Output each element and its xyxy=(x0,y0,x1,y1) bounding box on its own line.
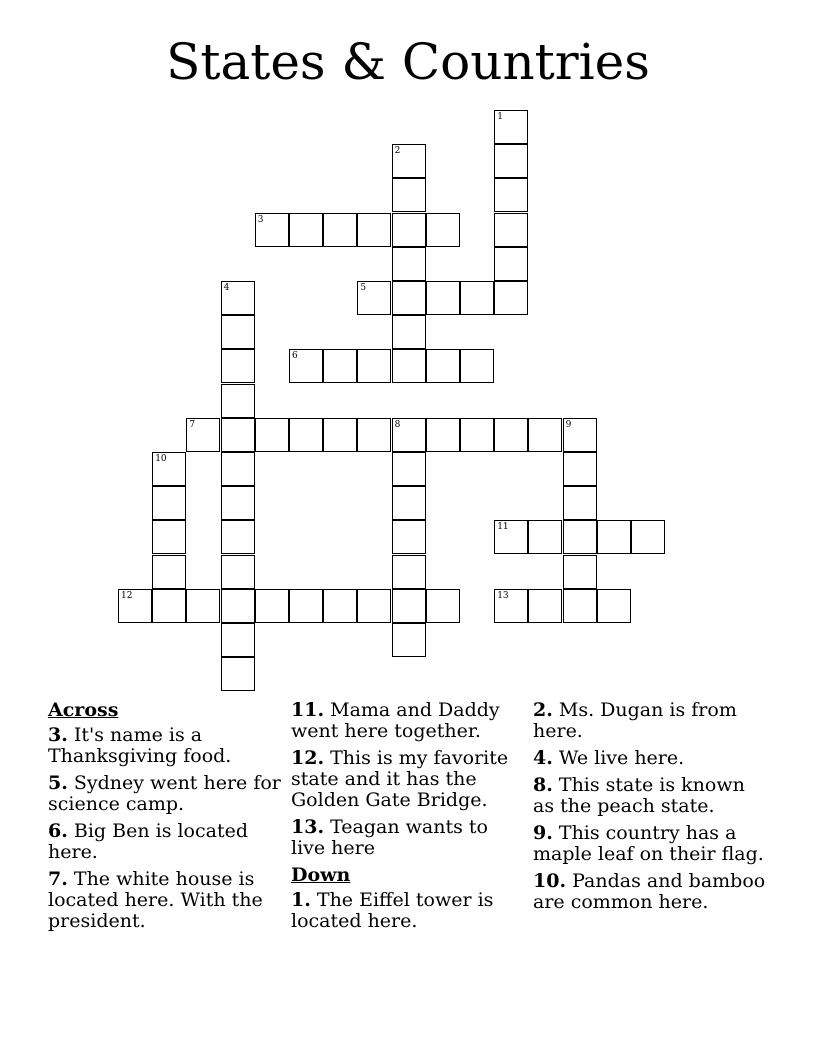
clue-down-9: 9. This country has a maple leaf on their flag. xyxy=(533,822,764,865)
grid-cell[interactable] xyxy=(221,349,255,383)
grid-cell[interactable] xyxy=(392,144,426,178)
clue-number: 11 xyxy=(497,522,509,533)
clue-number: 9 xyxy=(565,419,572,430)
grid-cell[interactable] xyxy=(563,486,597,520)
grid-cell[interactable] xyxy=(152,486,186,520)
across-heading: Across xyxy=(48,699,119,721)
clue-column-3 xyxy=(533,700,769,919)
grid-cell[interactable] xyxy=(392,623,426,657)
grid-cell[interactable] xyxy=(494,281,528,315)
grid-cell[interactable] xyxy=(323,349,357,383)
grid-cell[interactable] xyxy=(186,589,220,623)
grid-cell[interactable] xyxy=(528,520,562,554)
grid-cell[interactable] xyxy=(392,589,426,623)
clue-down-4: 4. We live here. xyxy=(533,747,685,769)
clue-number: 8 xyxy=(394,419,401,430)
grid-cell[interactable] xyxy=(494,520,528,554)
grid-cell[interactable] xyxy=(323,589,357,623)
grid-cell[interactable] xyxy=(494,110,528,144)
grid-cell[interactable] xyxy=(357,213,391,247)
grid-cell[interactable] xyxy=(221,589,255,623)
clue-number: 4 xyxy=(223,283,230,293)
grid-cell[interactable] xyxy=(392,281,426,315)
grid-cell[interactable] xyxy=(426,418,460,452)
grid-cell[interactable] xyxy=(289,418,323,452)
down-heading: Down xyxy=(291,864,351,886)
grid-cell[interactable] xyxy=(152,555,186,589)
grid-cell[interactable] xyxy=(221,486,255,520)
grid-cell[interactable] xyxy=(221,384,255,418)
grid-cell[interactable] xyxy=(563,520,597,554)
grid-cell[interactable] xyxy=(221,452,255,486)
grid-cell[interactable] xyxy=(563,452,597,486)
puzzle-title: States & Countries xyxy=(166,33,650,91)
clue-number: 3 xyxy=(257,214,264,225)
clue-number: 7 xyxy=(189,419,196,430)
grid-cell[interactable] xyxy=(289,349,323,383)
grid-cell[interactable] xyxy=(357,349,391,383)
grid-cell[interactable] xyxy=(357,418,391,452)
clue-across-12: 12. This is my favorite state and it has the Golden Gate Bridge. xyxy=(291,747,509,811)
clue-down-8: 8. This state is known as the peach state. xyxy=(533,774,745,817)
grid-cell[interactable] xyxy=(392,178,426,212)
grid-cell[interactable] xyxy=(392,452,426,486)
grid-cell[interactable] xyxy=(494,589,528,623)
grid-cell[interactable] xyxy=(528,589,562,623)
grid-cell[interactable] xyxy=(323,418,357,452)
grid-cell[interactable] xyxy=(426,589,460,623)
grid-cell[interactable] xyxy=(597,520,631,554)
grid-cell[interactable] xyxy=(426,213,460,247)
grid-cell[interactable] xyxy=(323,213,357,247)
clue-number: 12 xyxy=(121,590,133,601)
clue-across-7: 7. The white house is located here. With the president. xyxy=(48,868,263,932)
grid-cell[interactable] xyxy=(392,315,426,349)
grid-cell[interactable] xyxy=(221,657,255,691)
grid-cell[interactable] xyxy=(494,418,528,452)
grid-cell[interactable] xyxy=(221,281,255,315)
clue-across-6: 6. Big Ben is located here. xyxy=(48,820,249,863)
grid-cell[interactable] xyxy=(392,213,426,247)
grid-cell[interactable] xyxy=(494,144,528,178)
clue-across-13: 13. Teagan wants to live here xyxy=(291,816,488,859)
grid-cell[interactable] xyxy=(255,589,289,623)
clue-column-1 xyxy=(48,700,284,938)
grid-cell[interactable] xyxy=(152,589,186,623)
grid-cell[interactable] xyxy=(255,213,289,247)
grid-cell[interactable] xyxy=(255,418,289,452)
grid-cell[interactable] xyxy=(597,589,631,623)
grid-cell[interactable] xyxy=(460,349,494,383)
grid-cell[interactable] xyxy=(392,418,426,452)
clue-number: 10 xyxy=(155,454,167,464)
grid-cell[interactable] xyxy=(357,281,391,315)
grid-cell[interactable] xyxy=(357,589,391,623)
clue-across-5: 5. Sydney went here for science camp. xyxy=(48,772,281,815)
grid-cell[interactable] xyxy=(631,520,665,554)
grid-cell[interactable] xyxy=(460,418,494,452)
grid-cell[interactable] xyxy=(563,555,597,589)
clue-number: 5 xyxy=(360,283,367,293)
grid-cell[interactable] xyxy=(289,213,323,247)
clue-number: 13 xyxy=(497,590,509,601)
clue-down-10: 10. Pandas and bamboo are common here. xyxy=(533,870,766,913)
grid-cell[interactable] xyxy=(289,589,323,623)
grid-cell[interactable] xyxy=(221,315,255,349)
clue-number: 2 xyxy=(394,146,401,157)
clue-down-1: 1. The Eiffel tower is located here. xyxy=(291,889,494,932)
grid-cell[interactable] xyxy=(221,418,255,452)
grid-cell[interactable] xyxy=(494,247,528,281)
grid-cell[interactable] xyxy=(186,418,220,452)
grid-cell[interactable] xyxy=(563,418,597,452)
clue-down-2: 2. Ms. Dugan is from here. xyxy=(533,699,737,742)
grid-cell[interactable] xyxy=(392,349,426,383)
clue-across-11: 11. Mama and Daddy went here together. xyxy=(291,699,500,742)
grid-cell[interactable] xyxy=(392,247,426,281)
grid-cell[interactable] xyxy=(221,555,255,589)
grid-cell[interactable] xyxy=(152,520,186,554)
grid-cell[interactable] xyxy=(563,589,597,623)
grid-cell[interactable] xyxy=(392,486,426,520)
clue-column-2 xyxy=(291,700,527,938)
grid-cell[interactable] xyxy=(152,452,186,486)
clue-number: 1 xyxy=(497,112,503,122)
grid-cell[interactable] xyxy=(118,589,152,623)
grid-cell[interactable] xyxy=(392,555,426,589)
clue-number: 6 xyxy=(292,351,298,362)
grid-cell[interactable] xyxy=(392,520,426,554)
clue-across-3: 3. It's name is a Thanksgiving food. xyxy=(48,724,232,767)
grid-cell[interactable] xyxy=(221,520,255,554)
grid-cell[interactable] xyxy=(528,418,562,452)
grid-cell[interactable] xyxy=(221,623,255,657)
grid-cell[interactable] xyxy=(426,349,460,383)
grid-cell[interactable] xyxy=(494,213,528,247)
grid-cell[interactable] xyxy=(426,281,460,315)
grid-cell[interactable] xyxy=(460,281,494,315)
grid-cell[interactable] xyxy=(494,178,528,212)
